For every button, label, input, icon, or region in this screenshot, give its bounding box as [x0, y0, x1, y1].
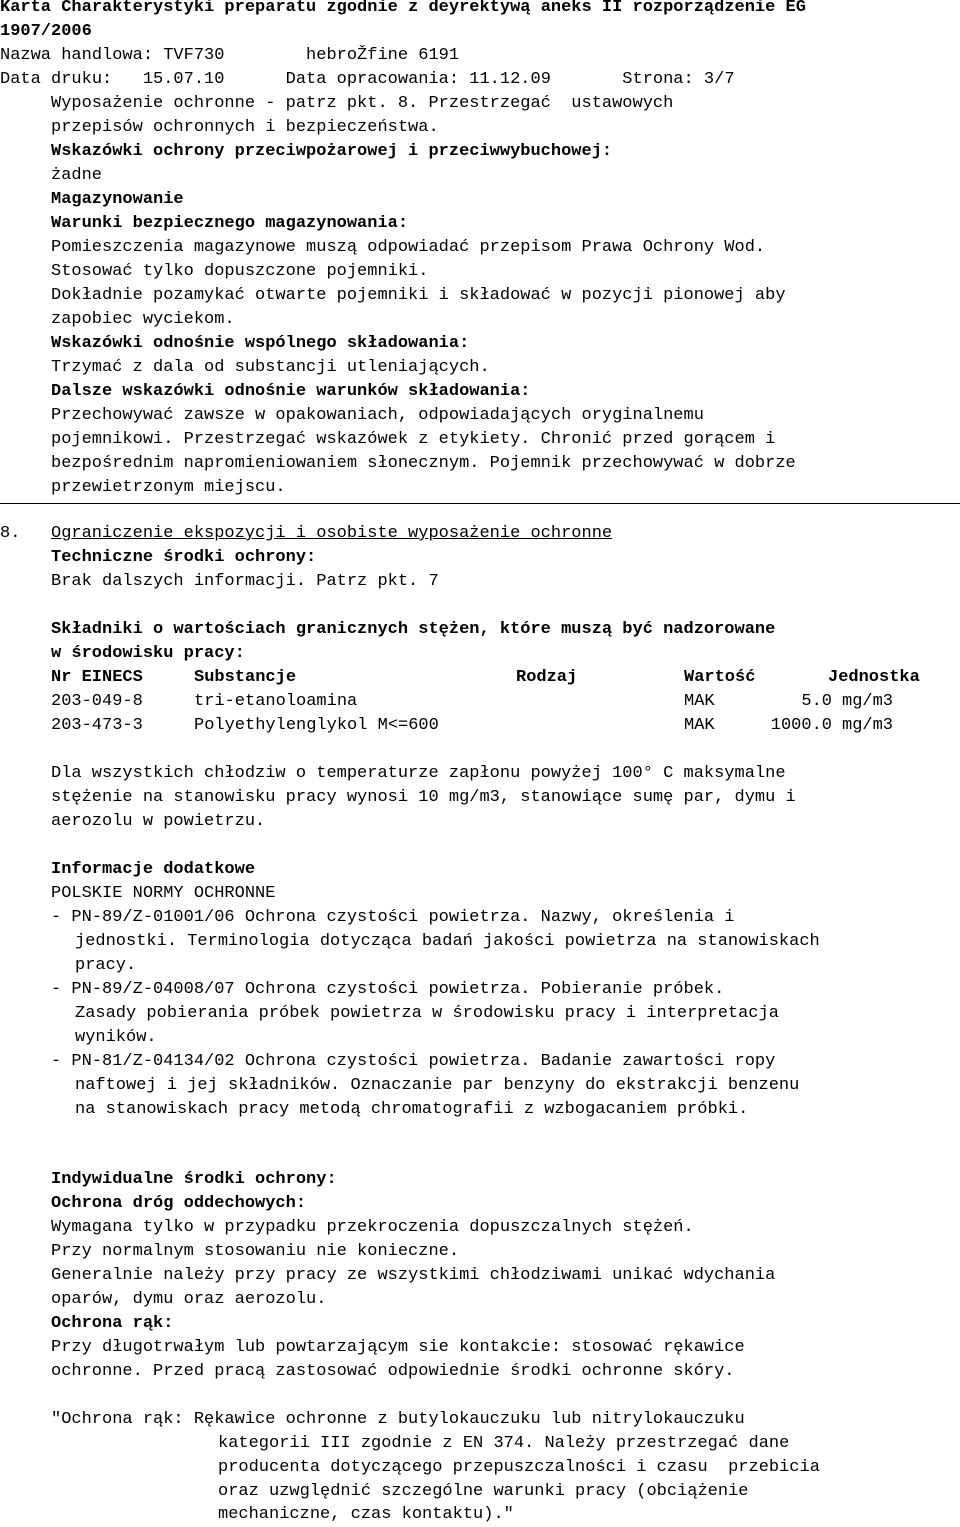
section-title: Ograniczenie ekspozycji i osobiste wyposażenie ochronne	[51, 524, 613, 543]
storage-conditions-heading: Warunki bezpiecznego magazynowania:	[51, 214, 409, 233]
hand-protection-heading: Ochrona rąk:	[51, 1314, 174, 1333]
respiratory-text-line: Generalnie należy przy pracy ze wszystkimi chłodziwami unikać wdychania	[51, 1266, 776, 1285]
coolant-text-line: Dla wszystkich chłodziw o temperaturze zapłonu powyżej 100° C maksymalne	[51, 764, 786, 783]
norms-heading: POLSKIE NORMY OCHRONNE	[51, 884, 276, 903]
exposure-limits-heading: Składniki o wartościach granicznych stężen, które muszą być nadzorowane	[51, 620, 776, 639]
further-storage-text-line: bezpośrednim napromieniowaniem słonecznym. Pojemnik przechowywać w dobrze	[51, 454, 796, 473]
glove-quote-line: oraz uzwględnić szczególne warunki pracy (obciążenie	[218, 1482, 749, 1501]
cell-type: MAK	[684, 692, 715, 711]
cell-einecs: 203-049-8	[51, 692, 143, 711]
regulation-number: 1907/2006	[0, 22, 92, 41]
cell-value: 1000.0	[770, 716, 832, 735]
further-storage-text-line: Przechowywać zawsze w opakowaniach, odpowiadających oryginalnemu	[51, 406, 704, 425]
exposure-limits-heading: w środowisku pracy:	[51, 644, 245, 663]
glove-quote-line: "Ochrona rąk: Rękawice ochronne z butylokauczuku lub nitrylokauczuku	[51, 1410, 745, 1429]
cell-value: 5.0	[801, 692, 832, 711]
respiratory-protection-heading: Ochrona dróg oddechowych:	[51, 1194, 307, 1213]
further-storage-heading: Dalsze wskazówki odnośnie warunków składowania:	[51, 382, 531, 401]
respiratory-text-line: oparów, dymu oraz aerozolu.	[51, 1290, 327, 1309]
fire-protection-text: żadne	[51, 166, 103, 185]
technical-measures-text: Brak dalszych informacji. Patrz pkt. 7	[51, 572, 439, 591]
norm-item: - PN-89/Z-01001/06 Ochrona czystości powietrza. Nazwy, określenia i	[51, 908, 735, 927]
section-number: 8.	[0, 524, 21, 543]
protective-text-line: przepisów ochronnych i bezpieczeństwa.	[51, 118, 439, 137]
cell-unit: mg/m3	[842, 692, 894, 711]
norm-item: - PN-81/Z-04134/02 Ochrona czystości powietrza. Badanie zawartości ropy	[51, 1052, 776, 1071]
respiratory-text-line: Przy normalnym stosowaniu nie konieczne.	[51, 1242, 460, 1261]
dates-line: Data druku: 15.07.10 Data opracowania: 11.12.09 Strona: 3/7	[0, 70, 735, 89]
glove-quote-line: kategorii III zgodnie z EN 374. Należy przestrzegać dane	[218, 1434, 790, 1453]
hand-protection-text-line: ochronne. Przed pracą zastosować odpowiednie środki ochronne skóry.	[51, 1362, 735, 1381]
additional-info-heading: Informacje dodatkowe	[51, 860, 256, 879]
norm-item-continued: wyników.	[75, 1028, 157, 1047]
col-header-einecs: Nr EINECS	[51, 668, 143, 687]
norm-item-continued: jednostki. Terminologia dotycząca badań jakości powietrza na stanowiskach	[75, 932, 820, 951]
storage-heading: Magazynowanie	[51, 190, 184, 209]
section-divider	[0, 503, 960, 504]
respiratory-text-line: Wymagana tylko w przypadku przekroczenia dopuszczalnych stężeń.	[51, 1218, 694, 1237]
storage-text-line: Pomieszczenia magazynowe muszą odpowiadać przepisom Prawa Ochrony Wod.	[51, 238, 766, 257]
col-header-unit: Jednostka	[828, 668, 920, 687]
col-header-value: Wartość	[684, 668, 756, 687]
cell-substance: tri-etanoloamina	[194, 692, 358, 711]
technical-measures-heading: Techniczne środki ochrony:	[51, 548, 317, 567]
cell-einecs: 203-473-3	[51, 716, 143, 735]
document-title: Karta Charakterystyki preparatu zgodnie z deyrektywą aneks II rozporządzenie EG	[0, 0, 806, 17]
joint-storage-heading: Wskazówki odnośnie wspólnego składowania:	[51, 334, 470, 353]
norm-item: - PN-89/Z-04008/07 Ochrona czystości powietrza. Pobieranie próbek.	[51, 980, 725, 999]
further-storage-text-line: przewietrzonym miejscu.	[51, 478, 286, 497]
col-header-type: Rodzaj	[516, 668, 578, 687]
cell-substance: Polyethylenglykol M<=600	[194, 716, 439, 735]
fire-protection-heading: Wskazówki ochrony przeciwpożarowej i przeciwwybuchowej:	[51, 142, 613, 161]
individual-protection-heading: Indywidualne środki ochrony:	[51, 1170, 337, 1189]
norm-item-continued: Zasady pobierania próbek powietrza w środowisku pracy i interpretacja	[75, 1004, 779, 1023]
hand-protection-text-line: Przy długotrwałym lub powtarzającym sie kontakcie: stosować rękawice	[51, 1338, 745, 1357]
glove-quote-line: producenta dotyczącego przepuszczalności i czasu przebicia	[218, 1458, 820, 1477]
norm-item-continued: naftowej i jej składników. Oznaczanie par benzyny do ekstrakcji benzenu	[75, 1076, 800, 1095]
coolant-text-line: aerozolu w powietrzu.	[51, 812, 266, 831]
further-storage-text-line: pojemnikowi. Przestrzegać wskazówek z etykiety. Chronić przed gorącem i	[51, 430, 776, 449]
storage-text-line: zapobiec wyciekom.	[51, 310, 235, 329]
norm-item-continued: pracy.	[75, 956, 137, 975]
col-header-substance: Substancje	[194, 668, 297, 687]
coolant-text-line: stężenie na stanowisku pracy wynosi 10 mg/m3, stanowiące sumę par, dymu i	[51, 788, 796, 807]
cell-type: MAK	[684, 716, 715, 735]
joint-storage-text: Trzymać z dala od substancji utleniających.	[51, 358, 490, 377]
storage-text-line: Stosować tylko dopuszczone pojemniki.	[51, 262, 429, 281]
glove-quote-line: mechaniczne, czas kontaktu)."	[218, 1505, 514, 1524]
norm-item-continued: na stanowiskach pracy metodą chromatografii z wzbogacaniem próbki.	[75, 1100, 749, 1119]
storage-text-line: Dokładnie pozamykać otwarte pojemniki i składować w pozycji pionowej aby	[51, 286, 786, 305]
cell-unit: mg/m3	[842, 716, 894, 735]
trade-name-line: Nazwa handlowa: TVF730 hebroŽfine 6191	[0, 46, 460, 65]
protective-text-line: Wyposażenie ochronne - patrz pkt. 8. Przestrzegać ustawowych	[51, 94, 674, 113]
